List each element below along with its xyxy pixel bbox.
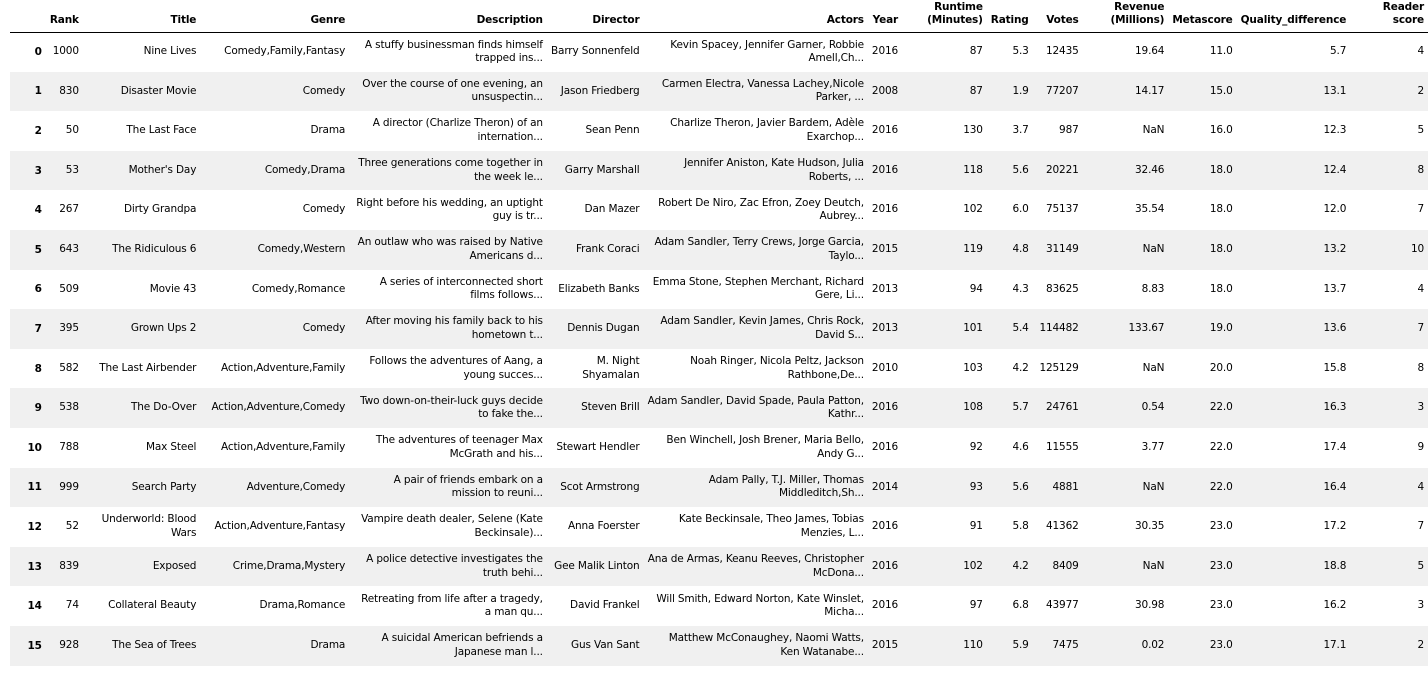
column-header-index [10,0,46,32]
cell-genre: Action,Adventure,Family [220,361,346,374]
table-row [10,349,1428,389]
cell-year: 2016 [871,520,899,533]
cell-actors: Adam Sandler, Terry Crews, Jorge Garcia, Taylo... [654,236,864,262]
cell-metascore: 15.0 [1209,84,1233,97]
row-index: 1 [34,85,42,98]
cell-quality-difference: 18.8 [1323,559,1347,572]
cell-reader-score: 5 [1417,124,1424,137]
cell-reader-score: 4 [1417,282,1424,295]
cell-votes: 41362 [1045,520,1079,533]
cell-rank: 538 [59,401,79,414]
cell-metascore: 22.0 [1209,480,1233,493]
row-index: 15 [27,639,42,652]
cell-revenue: 3.77 [1141,440,1165,453]
cell-votes: 4881 [1052,480,1079,493]
cell-quality-difference: 17.4 [1323,440,1347,453]
cell-genre: Crime,Drama,Mystery [232,559,346,572]
cell-quality-difference: 12.4 [1323,163,1347,176]
cell-actors: Carmen Electra, Vanessa Lachey,Nicole Parker, ... [661,77,864,104]
cell-metascore: 11.0 [1209,45,1233,58]
cell-actors: Charlize Theron, Javier Bardem, Adèle Exarchop... [670,117,864,143]
cell-quality-difference: 13.7 [1323,282,1347,295]
cell-title: Max Steel [145,440,197,453]
cell-actors: Adam Pally, T.J. Miller, Thomas Middleditch,Sh... [708,473,864,500]
cell-quality-difference: 13.2 [1323,243,1347,256]
cell-votes: 125129 [1039,361,1079,374]
column-header-title: Title [83,0,200,32]
cell-rank: 1000 [52,45,79,58]
cell-metascore: 22.0 [1209,401,1233,414]
cell-rank: 830 [59,84,79,97]
cell-actors: Ben Winchell, Josh Brener, Maria Bello, Andy G... [666,434,864,460]
cell-reader-score: 7 [1417,203,1424,216]
row-index: 3 [34,164,42,177]
cell-genre: Comedy [302,203,346,216]
cell-quality-difference: 12.3 [1323,124,1347,137]
cell-description: A suicidal American befriends a Japanese man l... [381,632,543,658]
cell-rating: 4.6 [1012,440,1029,453]
row-index: 8 [34,362,42,375]
cell-metascore: 23.0 [1209,559,1233,572]
cell-year: 2014 [871,480,899,493]
cell-year: 2010 [871,361,899,374]
row-index: 14 [27,600,42,613]
cell-votes: 987 [1059,124,1079,137]
cell-genre: Comedy,Drama [264,163,346,176]
cell-runtime: 87 [969,84,983,97]
cell-genre: Action,Adventure,Fantasy [214,520,346,533]
cell-actors: Adam Sandler, Kevin James, Chris Rock, David S... [660,315,864,341]
cell-votes: 77207 [1045,84,1079,97]
column-header-rank: Rank [46,0,83,32]
cell-description: Three generations come together in the week le... [358,157,543,183]
cell-description: An outlaw who was raised by Native Americans d... [357,236,543,262]
table-row [10,190,1428,230]
cell-votes: 114482 [1039,322,1079,335]
cell-quality-difference: 12.0 [1323,203,1347,216]
cell-quality-difference: 15.8 [1323,361,1347,374]
cell-reader-score: 2 [1417,84,1424,97]
cell-rating: 6.8 [1012,599,1029,612]
cell-quality-difference: 16.4 [1323,480,1347,493]
table-row [10,230,1428,270]
cell-actors: Ana de Armas, Keanu Reeves, Christopher McDona... [647,553,864,579]
cell-votes: 83625 [1045,282,1079,295]
cell-quality-difference: 13.1 [1323,84,1347,97]
cell-revenue: NaN [1142,361,1165,374]
table-row [10,586,1428,626]
cell-year: 2008 [871,84,899,97]
cell-rank: 582 [59,361,79,374]
cell-rating: 1.9 [1012,84,1029,97]
cell-actors: Noah Ringer, Nicola Peltz, Jackson Rathbone,De... [690,355,864,381]
cell-description: Over the course of one evening, an unsuspectin... [362,77,543,104]
cell-rating: 5.8 [1012,520,1029,533]
cell-year: 2016 [871,45,899,58]
cell-metascore: 20.0 [1209,361,1233,374]
cell-reader-score: 4 [1417,45,1424,58]
cell-rank: 395 [59,322,79,335]
column-header-actors: Actors [643,0,867,32]
cell-metascore: 19.0 [1209,322,1233,335]
table-row [10,468,1428,508]
cell-rating: 4.8 [1012,243,1029,256]
dataframe-table [10,0,1428,666]
cell-reader-score: 10 [1410,243,1424,256]
column-header-year: Year [868,0,902,32]
cell-director: Sean Penn [585,124,640,137]
cell-rating: 5.6 [1012,480,1029,493]
cell-runtime: 108 [963,401,983,414]
cell-genre: Drama,Romance [259,599,346,612]
cell-genre: Comedy [302,84,346,97]
cell-quality-difference: 5.7 [1330,45,1347,58]
cell-title: The Sea of Trees [112,638,197,651]
cell-revenue: 133.67 [1128,322,1165,335]
cell-title: The Last Airbender [99,361,197,374]
cell-runtime: 87 [969,45,983,58]
cell-metascore: 18.0 [1209,243,1233,256]
cell-runtime: 130 [963,124,983,137]
cell-actors: Robert De Niro, Zac Efron, Zoey Deutch, Aubrey... [658,196,864,223]
cell-genre: Comedy [302,322,346,335]
cell-revenue: 35.54 [1135,203,1165,216]
column-header-metascore: Metascore [1168,0,1236,32]
cell-actors: Adam Sandler, David Spade, Paula Patton, Kathr... [647,394,864,421]
cell-metascore: 22.0 [1209,440,1233,453]
cell-year: 2013 [871,322,899,335]
cell-director: Stewart Hendler [556,440,640,453]
cell-title: Grown Ups 2 [130,322,197,335]
cell-title: The Do-Over [131,401,197,414]
cell-runtime: 92 [969,440,983,453]
cell-revenue: 30.35 [1135,520,1165,533]
cell-votes: 24761 [1045,401,1079,414]
cell-description: Vampire death dealer, Selene (Kate Beckinsale)... [361,513,543,539]
cell-genre: Comedy,Western [257,243,346,256]
cell-director: Dan Mazer [584,203,640,216]
row-index: 7 [34,322,42,335]
cell-title: Exposed [152,559,197,572]
cell-votes: 11555 [1045,440,1079,453]
cell-genre: Drama [310,124,346,137]
cell-director: David Frankel [570,599,640,612]
column-header-genre: Genre [200,0,349,32]
table-row [10,626,1428,666]
row-index: 10 [27,441,42,454]
cell-revenue: 14.17 [1135,84,1165,97]
cell-runtime: 91 [969,520,983,533]
cell-title: Search Party [131,480,197,493]
cell-rating: 4.2 [1012,361,1029,374]
cell-genre: Action,Adventure,Family [220,440,346,453]
cell-year: 2016 [871,599,899,612]
cell-genre: Action,Adventure,Comedy [211,401,346,414]
table-row [10,72,1428,112]
cell-rank: 788 [59,440,79,453]
cell-actors: Jennifer Aniston, Kate Hudson, Julia Roberts, ... [684,157,864,183]
cell-quality-difference: 17.2 [1323,520,1347,533]
cell-rank: 50 [65,124,79,137]
cell-runtime: 101 [963,322,983,335]
cell-quality-difference: 17.1 [1323,638,1347,651]
cell-year: 2016 [871,440,899,453]
table-header [10,0,1428,32]
cell-year: 2015 [871,638,899,651]
cell-reader-score: 2 [1417,638,1424,651]
cell-rank: 74 [65,599,79,612]
cell-description: Two down-on-their-luck guys decide to fake the... [360,394,543,421]
cell-runtime: 97 [969,599,983,612]
cell-description: The adventures of teenager Max McGrath and his... [375,434,543,460]
cell-reader-score: 3 [1417,401,1424,414]
cell-director: Jason Friedberg [560,84,640,97]
cell-quality-difference: 16.3 [1323,401,1347,414]
cell-metascore: 16.0 [1209,124,1233,137]
column-header-rating: Rating [987,0,1033,32]
column-header-director: Director [547,0,644,32]
cell-title: Movie 43 [149,282,197,295]
cell-reader-score: 3 [1417,599,1424,612]
table-row [10,388,1428,428]
column-header-votes: Votes [1033,0,1083,32]
cell-title: Nine Lives [143,45,197,58]
cell-actors: Will Smith, Edward Norton, Kate Winslet, Micha... [656,592,864,619]
cell-runtime: 93 [969,480,983,493]
cell-rating: 5.3 [1012,45,1029,58]
table-row [10,309,1428,349]
cell-metascore: 23.0 [1209,520,1233,533]
cell-director: Frank Coraci [575,243,640,256]
cell-revenue: NaN [1142,124,1165,137]
row-index: 13 [27,560,42,573]
cell-year: 2013 [871,282,899,295]
cell-runtime: 103 [963,361,983,374]
cell-rank: 999 [59,480,79,493]
cell-actors: Kate Beckinsale, Theo James, Tobias Menzies, L... [678,513,864,539]
cell-title: The Ridiculous 6 [112,243,197,256]
cell-genre: Comedy,Family,Fantasy [224,45,346,58]
cell-description: A pair of friends embark on a mission to reuni... [393,473,543,500]
cell-year: 2016 [871,559,899,572]
table-row [10,428,1428,468]
table-row [10,547,1428,587]
cell-runtime: 102 [963,559,983,572]
cell-votes: 20221 [1045,163,1079,176]
cell-year: 2016 [871,163,899,176]
cell-revenue: NaN [1142,559,1165,572]
cell-director: Scot Armstrong [560,480,640,493]
row-index: 2 [34,124,42,137]
cell-description: Retreating from life after a tragedy, a man qu... [361,592,543,619]
cell-rating: 6.0 [1012,203,1029,216]
cell-director: Steven Brill [581,401,640,414]
cell-rating: 5.7 [1012,401,1029,414]
cell-metascore: 18.0 [1209,282,1233,295]
cell-runtime: 102 [963,203,983,216]
cell-revenue: 19.64 [1135,45,1165,58]
cell-votes: 75137 [1045,203,1079,216]
cell-runtime: 118 [963,163,983,176]
column-header-description: Description [349,0,547,32]
cell-year: 2015 [871,243,899,256]
cell-quality-difference: 16.2 [1323,599,1347,612]
row-index: 0 [34,46,42,59]
cell-votes: 7475 [1052,638,1079,651]
cell-reader-score: 4 [1417,480,1424,493]
cell-director: M. Night Shyamalan [582,355,640,381]
table-row [10,507,1428,547]
cell-description: A police detective investigates the truth behi... [366,553,543,579]
cell-rank: 53 [65,163,79,176]
cell-description: After moving his family back to his hometown t... [365,315,543,341]
table-row [10,151,1428,191]
cell-rank: 928 [59,638,79,651]
cell-rating: 3.7 [1012,124,1029,137]
cell-reader-score: 7 [1417,322,1424,335]
cell-director: Gus Van Sant [571,638,640,651]
table-row [10,270,1428,310]
cell-revenue: NaN [1142,243,1165,256]
cell-year: 2016 [871,203,899,216]
cell-rank: 267 [59,203,79,216]
cell-rank: 839 [59,559,79,572]
cell-revenue: 30.98 [1135,599,1165,612]
cell-reader-score: 5 [1417,559,1424,572]
cell-director: Barry Sonnenfeld [550,45,640,58]
cell-title: Disaster Movie [120,84,197,97]
cell-actors: Matthew McConaughey, Naomi Watts, Ken Watanabe... [668,632,864,658]
cell-revenue: 0.02 [1141,638,1165,651]
cell-rank: 643 [59,243,79,256]
cell-quality-difference: 13.6 [1323,322,1347,335]
cell-title: Underworld: Blood Wars [101,513,197,539]
cell-votes: 43977 [1045,599,1079,612]
row-index: 12 [27,520,42,533]
cell-reader-score: 8 [1417,163,1424,176]
cell-actors: Kevin Spacey, Jennifer Garner, Robbie Amell,Ch... [670,38,864,65]
header-row [10,0,1428,32]
cell-reader-score: 8 [1417,361,1424,374]
cell-runtime: 94 [969,282,983,295]
table-body [10,32,1428,666]
cell-rating: 5.9 [1012,638,1029,651]
row-index: 5 [34,243,42,256]
cell-rating: 5.6 [1012,163,1029,176]
cell-director: Dennis Dugan [567,322,640,335]
row-index: 4 [34,204,42,217]
row-index: 6 [34,283,42,296]
column-header-quality-difference: Quality_difference [1237,0,1351,32]
cell-revenue: 8.83 [1141,282,1165,295]
cell-description: Right before his wedding, an uptight guy is tr... [356,196,543,223]
cell-title: Mother's Day [128,163,197,176]
column-header-runtime: Runtime (Minutes) [902,0,987,32]
cell-year: 2016 [871,401,899,414]
cell-votes: 8409 [1052,559,1079,572]
cell-votes: 31149 [1045,243,1079,256]
cell-director: Anna Foerster [567,520,640,533]
table-row [10,111,1428,151]
cell-genre: Drama [310,638,346,651]
cell-reader-score: 7 [1417,520,1424,533]
table-row [10,32,1428,72]
cell-title: The Last Face [126,124,197,137]
cell-year: 2016 [871,124,899,137]
cell-title: Collateral Beauty [108,599,197,612]
row-index: 9 [34,402,42,415]
cell-rank: 52 [65,520,79,533]
cell-revenue: 0.54 [1141,401,1165,414]
cell-rating: 4.3 [1012,282,1029,295]
cell-revenue: 32.46 [1135,163,1165,176]
cell-description: A series of interconnected short films follows... [379,275,543,302]
cell-director: Elizabeth Banks [558,282,640,295]
cell-rating: 5.4 [1012,322,1029,335]
cell-metascore: 18.0 [1209,203,1233,216]
cell-metascore: 18.0 [1209,163,1233,176]
cell-title: Dirty Grandpa [123,203,197,216]
cell-revenue: NaN [1142,480,1165,493]
cell-actors: Emma Stone, Stephen Merchant, Richard Gere, Li... [652,275,864,302]
cell-director: Gee Malik Linton [554,559,640,572]
cell-reader-score: 9 [1417,440,1424,453]
cell-rank: 509 [59,282,79,295]
cell-metascore: 23.0 [1209,599,1233,612]
cell-runtime: 119 [963,243,983,256]
cell-rating: 4.2 [1012,559,1029,572]
cell-genre: Comedy,Romance [251,282,346,295]
column-header-reader-score: Reader score [1350,0,1428,32]
cell-votes: 12435 [1045,45,1079,58]
column-header-revenue: Revenue (Millions) [1083,0,1169,32]
cell-metascore: 23.0 [1209,638,1233,651]
cell-description: A director (Charlize Theron) of an internation... [372,117,543,143]
row-index: 11 [27,481,42,494]
cell-director: Garry Marshall [564,163,640,176]
cell-genre: Adventure,Comedy [246,480,346,493]
cell-runtime: 110 [963,638,983,651]
cell-description: Follows the adventures of Aang, a young succes... [369,355,543,381]
cell-description: A stuffy businessman finds himself trapped ins... [364,38,543,65]
